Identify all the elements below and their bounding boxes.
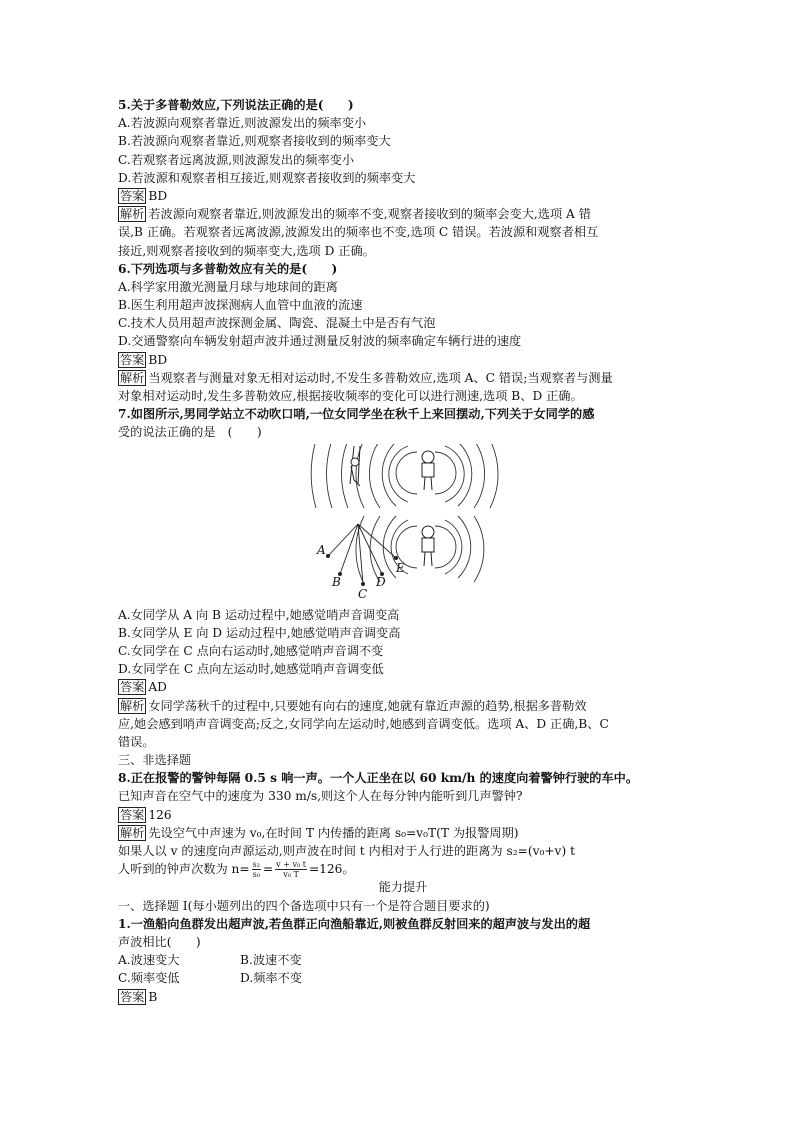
q7-option-c: C.女同学在 C 点向右运动时,她感觉哨声音调不变 [118,643,384,658]
q8-stem-2: 已知声音在空气中的速度为 330 m/s,则这个人在每分钟内能听到几声警钟? [118,789,523,804]
girl-swing-top [350,446,360,486]
q7-analysis-2: 应,她会感到哨声音调变高;反之,女同学向左运动时,她感到音调变低。选项 A、D 正确,B、C [118,716,609,731]
answer-value: BD [148,188,168,203]
analysis-text: =126。 [308,862,355,877]
q6-answer [118,351,688,369]
q7-option-d: D.女同学在 C 点向左运动时,她感觉哨声音调变低 [118,662,384,677]
q7-answer [118,678,688,696]
answer-tag: 答案 [120,680,145,695]
analysis-text: 当观察者与测量对象无相对运动时,不发生多普勒效应,选项 A、C 错误;当观察者与测量 [148,370,613,385]
answer-value: BD [148,352,168,367]
analysis-text: 人听到的钟声次数为 n= [118,862,250,877]
q1-option-a: A.波速变大 [118,953,180,968]
analysis-text: 若波源向观察者靠近,则波源发出的频率不变,观察者接收到的频率会变大,选项 A 错 [148,207,591,222]
q7-option-b: B.女同学从 E 向 D 运动过程中,她感觉哨声音调变高 [118,625,401,640]
analysis-tag: 解析 [120,825,145,840]
q7-analysis-3: 错误。 [118,734,155,749]
q7-analysis-1 [118,697,688,715]
point-label-e: E [396,560,405,575]
q6-option-c: C.技术人员用超声波探测金属、陶瓷、混凝土中是否有气泡 [118,316,436,331]
analysis-tag: 解析 [120,698,145,713]
analysis-tag: 解析 [120,370,145,385]
q7-stem-2: 受的说法正确的是 ( ) [118,425,262,440]
q6-analysis-1 [118,369,688,387]
section-nonchoice: 三、非选择题 [118,753,192,768]
q5-analysis-3: 接近,则观察者接收到的频率变大,选项 D 正确。 [118,243,375,258]
q1-option-b: B.波速不变 [240,953,302,968]
sound-waves-top [311,444,498,508]
q1-option-d: D.频率不变 [240,971,302,986]
fraction-v-t [275,860,307,879]
section-heading: 能力提升 [378,880,428,895]
q8-answer [118,806,688,824]
q5-answer [118,187,688,205]
q6-option-d: D.交通警察向车辆发射超声波并通过测量反射波的频率确定车辆行进的速度 [118,334,522,349]
answer-value: AD [148,680,167,695]
q7-option-a: A.女同学从 A 向 B 运动过程中,她感觉哨声音调变高 [118,607,400,622]
answer-tag: 答案 [120,989,145,1004]
q1-answer [118,988,688,1006]
document-page [118,96,688,1006]
q8-stem-text: 8.正在报警的警钟每隔 0.5 s 响一声。一个人正坐在以 60 km/h 的速度向着警钟行驶的车中。 [118,771,639,786]
q5-option-a: A.若波源向观察者靠近,则波源发出的频率变小 [118,116,367,131]
q6-stem: 6.下列选项与多普勒效应有关的是( ) [118,261,338,276]
frac-denominator: s₀ [252,870,260,880]
q1-option-c: C.频率变低 [118,971,180,986]
q1-options-row-2 [118,969,688,987]
q5-analysis-2: 误,B 正确。若观察者远离波源,波源发出的频率也不变,选项 C 错误。若波源和观察者相互 [118,225,599,240]
q8-stem-1 [118,769,688,787]
frac-numerator: v + v₀ t [276,860,306,870]
q1-stem-1: 1.一渔船向鱼群发出超声波,若鱼群正向渔船靠近,则被鱼群反射回来的超声波与发出的超 [118,916,591,931]
q6-option-b: B.医生利用超声波探测病人血管中血液的流速 [118,298,363,313]
swing-diagram [118,444,688,604]
answer-value: B [148,989,158,1004]
analysis-text: 先设空气中声速为 v₀,在时间 T 内传播的距离 s₀=v₀T(T 为报警周期) [148,825,519,840]
q5-stem: 5.关于多普勒效应,下列说法正确的是( ) [118,98,354,112]
q1-options-row-1 [118,951,688,969]
q6-option-a: A.科学家用激光测量月球与地球间的距离 [118,279,338,294]
section-choice-1: 一、选择题 Ⅰ(每小题列出的四个备选项中只有一个是符合题目要求的) [118,898,490,913]
q8-analysis-1 [118,824,688,842]
answer-tag: 答案 [120,352,145,367]
q7-stem-1: 7.如图所示,男同学站立不动吹口哨,一位女同学坐在秋千上来回摆动,下列关于女同学的感 [118,407,595,422]
q5-analysis-1 [118,205,688,223]
q5-option-c: C.若观察者远离波源,则波源发出的频率变小 [118,152,355,167]
frac-denominator: v₀ T [283,870,299,880]
q8-analysis-2: 如果人以 v 的速度向声源运动,则声波在时间 t 内相对于人行进的距离为 s₂=(v₀+v) t [118,844,575,858]
fraction-s2-s0 [252,860,261,879]
q5-option-b: B.若波源向观察者靠近,则观察者接收到的频率变大 [118,134,391,149]
swing-figure [118,444,688,604]
analysis-text: 女同学荡秋千的过程中,只要她有向右的速度,她就有靠近声源的趋势,根据多普勒效 [148,698,587,713]
q6-analysis-2: 对象相对运动时,发生多普勒效应,根据接收频率的变化可以进行测速,选项 B、D 正确。 [118,389,583,403]
point-label-c: C [358,586,368,601]
point-label-b: B [332,574,341,589]
sound-waves-bottom [356,516,484,584]
boy-figure-top [422,451,434,490]
answer-tag: 答案 [120,807,145,822]
q1-stem-2: 声波相比( ) [118,934,201,949]
boy-figure-bottom [422,526,434,566]
q8-analysis-3: 人听到的钟声次数为 n= $\frac{\text{s₂}}{\text{s₀}}$ = $\frac{\text{v + v₀ t}}{\text{v₀ T}} =126$。 [118,860,355,880]
frac-numerator: s₂ [252,860,260,870]
point-label-d: D [376,574,386,589]
answer-value: 126 [148,807,172,822]
q5-option-d: D.若波源和观察者相互接近,则观察者接收到的频率变大 [118,170,416,185]
analysis-tag: 解析 [120,207,145,222]
answer-tag: 答案 [120,188,145,203]
point-label-a: A [317,542,326,557]
